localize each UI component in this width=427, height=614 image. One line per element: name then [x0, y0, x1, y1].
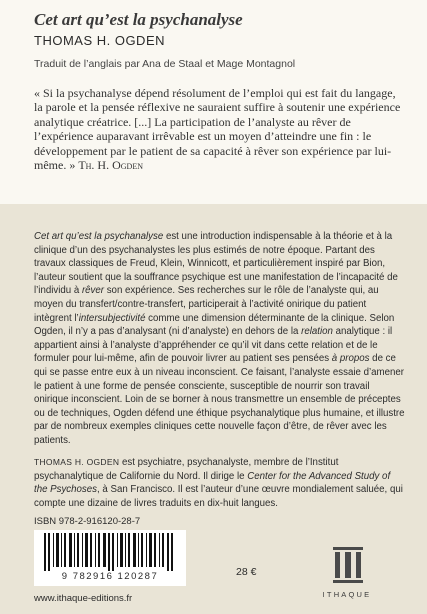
bio-center-name: Center for the Advanced Study of the Psychoses: [34, 470, 391, 496]
price: 28 €: [236, 566, 257, 578]
translator-credit: Traduit de l’anglais par Ana de Staal et Mage Montagnol: [34, 58, 296, 70]
bio-text: , à San Francisco. Il est l’auteur d’une œuvre mondialement saluée, qui compte une dizaine de livres traduits en dix-huit langues.: [34, 484, 403, 509]
bio-text: est psychiatre, psychanalyste, membre de l’Institut psychanalytique de Californie du Nord. Il dirige le: [34, 457, 339, 482]
desc-italic-relation: relation: [301, 326, 333, 338]
ithaque-columns-logo-icon: [333, 547, 363, 585]
desc-text: de ce qui se passe entre eux à un niveau inconscient. Ce faisant, l’analyste essaie d’amener le patient à une forme de pensée consciente, susceptible de nourrir son travail onirique inconscient. Loin de se borner à nous transmettre un ensemble de préceptes ou de techniques, Ogden défend une éthique psychanalytique plus humaine, et illustre par de nombreux exemples cliniques cette nouvelle façon d’être, de rêver avec les patients.: [34, 353, 405, 446]
barcode-bars: [44, 533, 176, 571]
desc-italic-rever: rêver: [81, 285, 105, 297]
website-link[interactable]: www.ithaque-editions.fr: [34, 593, 133, 604]
barcode: [34, 530, 186, 586]
author-quote: [34, 86, 404, 172]
isbn-text: ISBN 978-2-916120-28-7: [34, 516, 141, 527]
desc-italic-intersubjectivite: intersubjectivité: [78, 312, 146, 324]
barcode-number: 9 782916 120287: [61, 571, 159, 582]
book-author: THOMAS H. OGDEN: [34, 33, 166, 48]
desc-text: comme une dimension déterminante de la clinique. Selon Ogden, il n’y a pas d’analysant (ni d’analyste) en dehors de la: [34, 312, 395, 338]
quote-signature: Th. H. Ogden: [78, 158, 143, 173]
desc-text: est une introduction indispensable à la théorie et à la clinique d’un des psychanalystes les plus estimés de notre époque. Partant des travaux classiques de Freud, Klein, Winnicott, et particulièrement inspiré par Bion, l’auteur soutient que la souffrance psychique est une manifestation de l’incapacité de l’individu à: [34, 231, 398, 297]
quote-text: « Si la psychanalyse dépend résolument de l’emploi qui est fait du langage, la parole et la pensée réflexive ne sauraient suffire à soutenir une expérience analytique créatrice. [...] La participation de l’analyste au rêver de l’expérience auparavant irrêvable est un moyen d’atteindre une fin : le développement par le patient de sa capacité à rêver son expérience par lui-même. »: [34, 86, 401, 173]
desc-italic-a-propos: à propos: [331, 353, 370, 365]
publisher-name: ITHAQUE: [322, 590, 372, 599]
desc-text: son expérience. Ses recherches sur le rôle de l’analyste qui, au moyen du transfert/contre-transfert, participerait à l’activité onirique du patient intègrent l’: [34, 285, 379, 324]
author-bio: [34, 456, 406, 510]
book-description: [34, 230, 406, 448]
desc-text: analytique : il appartient ainsi à l’analyste d’appréhender ce qu’il vit dans cette relation et de le formuler pour lui-même, afin de pouvoir livrer au patient ses pensées: [34, 326, 393, 365]
desc-title-italic: Cet art qu’est la psychanalyse: [34, 231, 164, 242]
book-title: Cet art qu’est la psychanalyse: [34, 10, 243, 29]
bio-author-name: THOMAS H. OGDEN: [34, 457, 120, 467]
